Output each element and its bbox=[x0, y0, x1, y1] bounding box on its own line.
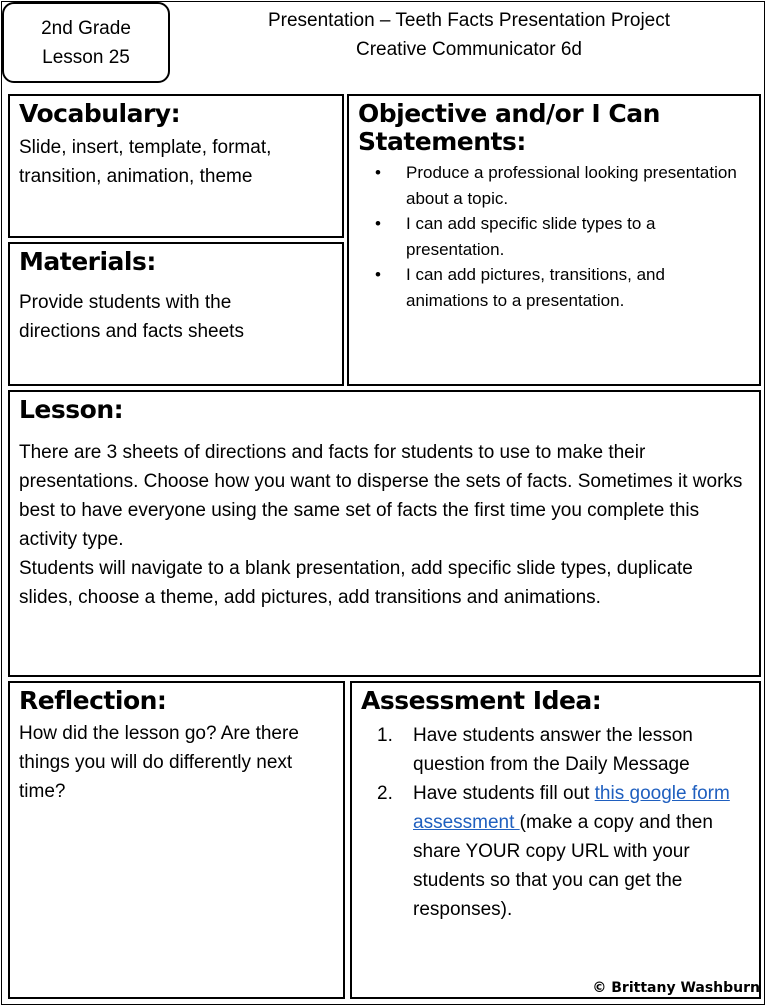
objective-list bbox=[358, 160, 751, 313]
lesson-paragraph-2: Students will navigate to a blank presentation, add specific slide types, duplicate slides, choose a theme, add pictures, add transitions and animations. bbox=[19, 558, 693, 608]
bullet-icon: • bbox=[375, 214, 381, 233]
assessment-item-1: Have students answer the lesson question from the Daily Message bbox=[413, 725, 693, 775]
page-title bbox=[180, 6, 758, 64]
bullet-icon: • bbox=[375, 265, 381, 284]
materials-section bbox=[8, 242, 344, 386]
list-number: 2. bbox=[377, 783, 393, 804]
grade-label: 2nd Grade bbox=[41, 18, 131, 39]
lesson-heading: Lesson: bbox=[19, 395, 124, 424]
vocabulary-heading: Vocabulary: bbox=[19, 99, 181, 128]
lesson-number: Lesson 25 bbox=[42, 47, 130, 68]
lesson-paragraph-1: There are 3 sheets of directions and facts for students to use to make their presentations. Choose how you want to disperse the sets of facts. Sometimes it works best to have everyone using the same set of facts the first time you complete this activity type. bbox=[19, 442, 743, 550]
objective-item-3: I can add pictures, transitions, and animations to a presentation. bbox=[406, 265, 665, 310]
lesson-section bbox=[8, 390, 761, 677]
assessment-heading: Assessment Idea: bbox=[361, 686, 602, 715]
objective-item-1: Produce a professional looking presentation about a topic. bbox=[406, 163, 737, 208]
title-line-2: Creative Communicator 6d bbox=[356, 39, 582, 60]
title-line-1: Presentation – Teeth Facts Presentation Project bbox=[267, 10, 671, 31]
assessment-item-2-pre: Have students fill out bbox=[413, 783, 595, 804]
reflection-text: How did the lesson go? Are there things you will do differently next time? bbox=[19, 723, 299, 802]
materials-heading: Materials: bbox=[19, 247, 156, 276]
assessment-section bbox=[350, 681, 761, 999]
materials-text: Provide students with the directions and facts sheets bbox=[19, 292, 244, 342]
vocabulary-text: Slide, insert, template, format, transition, animation, theme bbox=[19, 137, 272, 187]
list-item bbox=[358, 262, 751, 313]
google-form-link[interactable]: this google form assessment bbox=[413, 783, 730, 833]
list-item bbox=[358, 211, 751, 262]
objective-section bbox=[347, 94, 761, 386]
list-item bbox=[361, 779, 751, 924]
objective-heading: Objective and/or I Can Statements: bbox=[358, 99, 660, 156]
objective-item-2: I can add specific slide types to a presentation. bbox=[406, 214, 656, 259]
reflection-section bbox=[8, 681, 345, 999]
list-item bbox=[358, 160, 751, 211]
list-number: 1. bbox=[377, 725, 393, 746]
assessment-item-2-post: (make a copy and then share YOUR copy URL with your students so that you can get the responses). bbox=[413, 812, 713, 920]
copyright-notice: © Brittany Washburn bbox=[592, 980, 760, 996]
vocabulary-section bbox=[8, 94, 344, 238]
grade-lesson-box bbox=[2, 2, 170, 83]
assessment-list bbox=[361, 721, 751, 924]
bullet-icon: • bbox=[375, 163, 381, 182]
list-item bbox=[361, 721, 751, 779]
reflection-heading: Reflection: bbox=[19, 686, 167, 715]
